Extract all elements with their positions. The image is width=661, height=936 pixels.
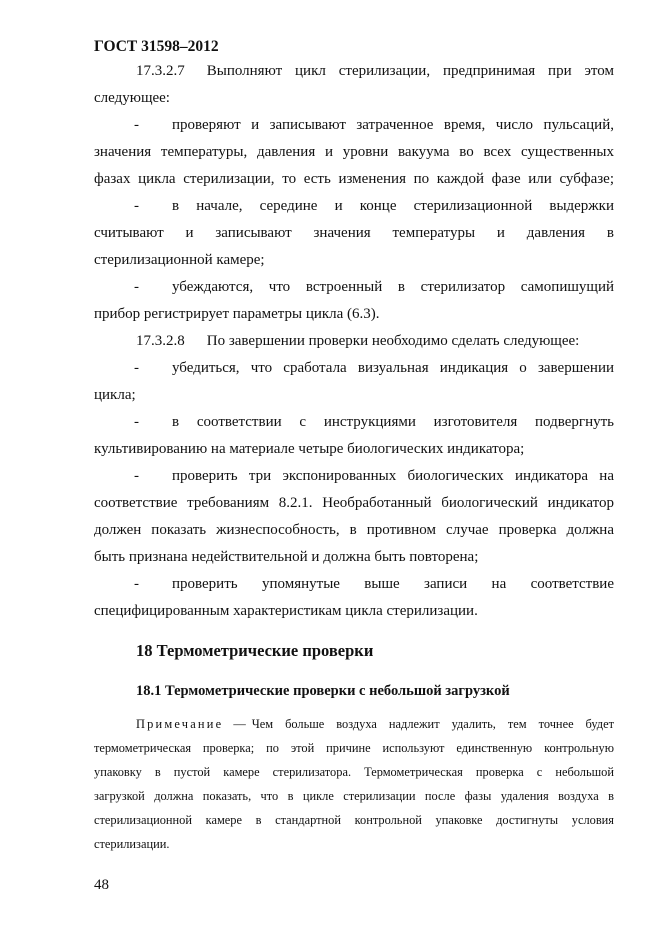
note-dash: — [233, 717, 246, 731]
list-item-line: убеждаются, что встроенный в стерилизатор самопишущий [172, 279, 614, 295]
clause-continuation: следующее: [94, 90, 170, 106]
list-item-line: соответствие требованиям 8.2.1. Необработанный биологический индикатор [94, 495, 614, 511]
list-item-line: цикла; [94, 387, 136, 403]
list-item-line: проверяют и записывают затраченное время, число пульсаций, [172, 117, 614, 133]
clause-17-3-2-8 [136, 333, 614, 350]
list-item-dash: - [134, 576, 139, 592]
note-line: стерилизации. [94, 837, 170, 851]
note-line: стерилизационной камере в стандартной контрольной упаковке достигнуты условия [94, 813, 614, 827]
list-item-dash: - [134, 279, 139, 295]
note-first-line [136, 717, 614, 732]
document-header: ГОСТ 31598–2012 [94, 38, 219, 55]
list-item-line: считывают и записывают значения температуры и давления в [94, 225, 614, 241]
note-text: Чем больше воздуха надлежит удалить, тем точнее будет [251, 717, 614, 731]
note-label: Примечание [136, 717, 224, 731]
list-item-line: убедиться, что сработала визуальная индикация о завершении [172, 360, 614, 376]
list-item-line: прибор регистрирует параметры цикла (6.3). [94, 306, 380, 322]
list-item-line: фазах цикла стерилизации, то есть изменения по каждой фазе или субфазе; [94, 171, 614, 187]
page-number: 48 [94, 877, 109, 893]
note-line: упаковку в пустой камере стерилизатора. Термометрическая проверка с небольшой [94, 765, 614, 779]
list-item-line: проверить три экспонированных биологических индикатора на [172, 468, 614, 484]
list-item-line: специфицированным характеристикам цикла стерилизации. [94, 603, 478, 619]
list-item-dash: - [134, 414, 139, 430]
section-heading: 18 Термометрические проверки [136, 641, 374, 660]
note-line: загрузкой должна показать, что в цикле стерилизации после фазы удаления воздуха в [94, 789, 614, 803]
clause-number: 17.3.2.7 [136, 63, 185, 79]
list-item-line: в соответствии с инструкциями изготовителя подвергнуть [172, 414, 614, 430]
list-item-line: стерилизационной камере; [94, 252, 265, 268]
clause-text: По завершении проверки необходимо сделать следующее: [206, 333, 580, 349]
list-item-line: быть признана недействительной и должна быть повторена; [94, 549, 479, 565]
list-item-dash: - [134, 468, 139, 484]
list-item-line: проверить упомянутые выше записи на соответствие [172, 576, 614, 592]
list-item-line: в начале, середине и конце стерилизационной выдержки [172, 198, 614, 214]
list-item-line: должен показать жизнеспособность, в противном случае проверка должна [94, 522, 614, 538]
clause-text: Выполняют цикл стерилизации, предпринимая при этом [206, 63, 614, 79]
list-item-dash: - [134, 117, 139, 133]
list-item-dash: - [134, 360, 139, 376]
note-line: термометрическая проверка; по этой причине используют единственную контрольную [94, 741, 614, 755]
list-item-dash: - [134, 198, 139, 214]
clause-17-3-2-7 [136, 63, 614, 80]
clause-number: 17.3.2.8 [136, 333, 185, 349]
list-item-line: значения температуры, давления и уровни вакуума во всех существенных [94, 144, 614, 160]
list-item-line: культивированию на материале четыре биологических индикатора; [94, 441, 525, 457]
subsection-heading: 18.1 Термометрические проверки с небольшой загрузкой [136, 683, 510, 699]
